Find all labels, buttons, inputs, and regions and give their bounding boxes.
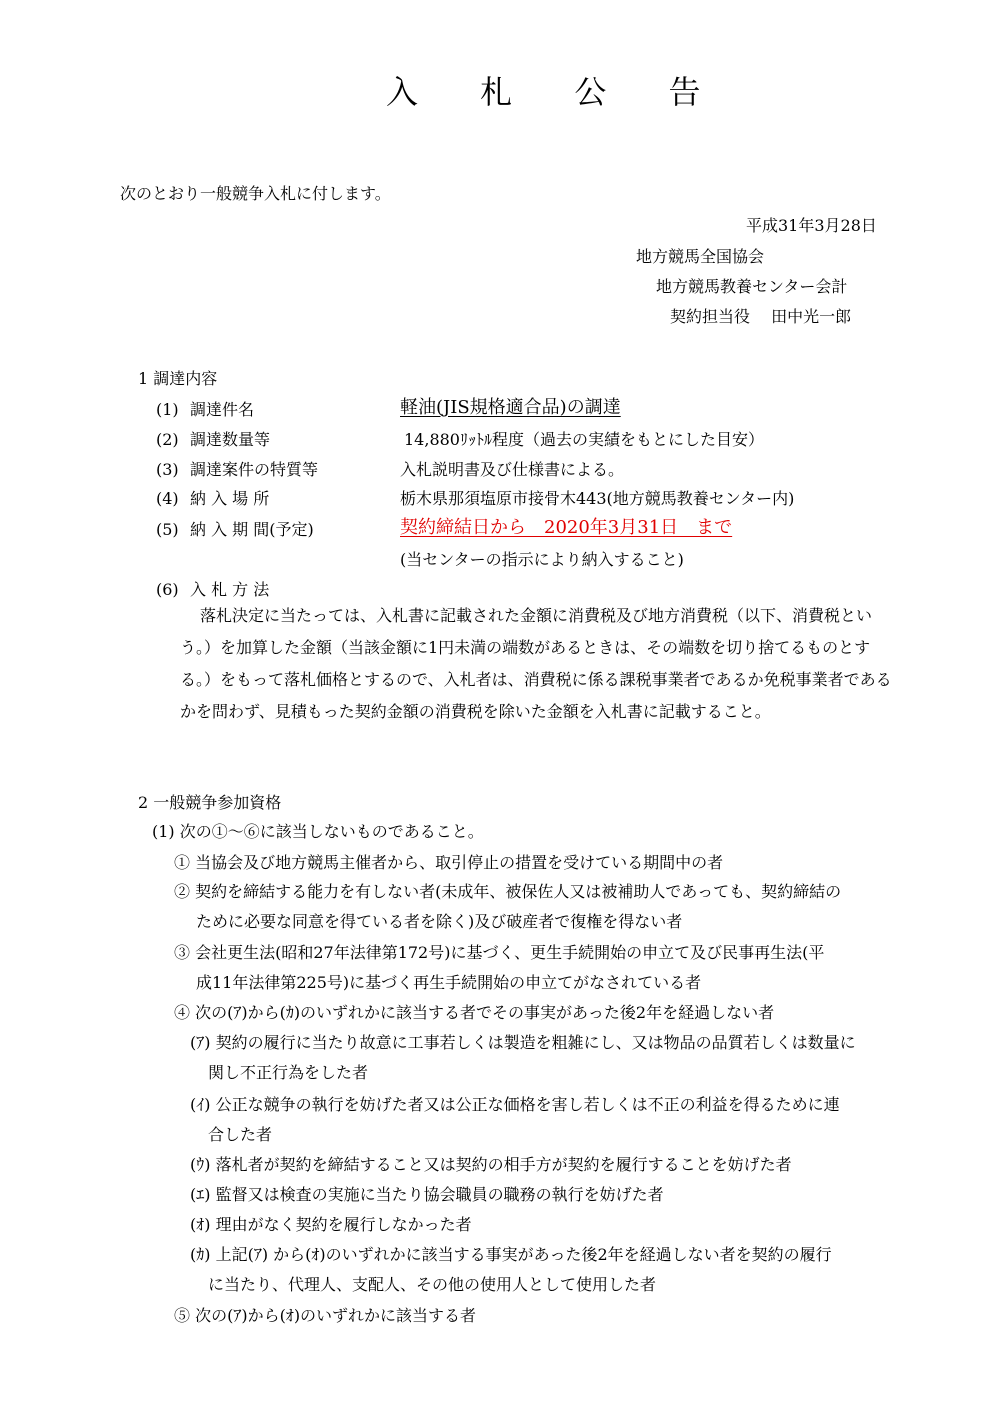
qual-line: (ｵ) 理由がなく契約を履行しなかった者	[190, 1215, 472, 1234]
item4-label: 納 入 場 所	[190, 489, 270, 508]
item3-value: 入札説明書及び仕様書による。	[400, 460, 625, 479]
qual-line: (ｲ) 公正な競争の執行を妨げた者又は公正な価格を害し若しくは不正の利益を得るために連	[190, 1095, 840, 1114]
intro-text: 次のとおり一般競争入札に付します。	[120, 184, 391, 203]
item2-label: 調達数量等	[190, 430, 271, 449]
item1-label: 調達件名	[190, 400, 255, 419]
item2-num: (2)	[156, 430, 179, 449]
qual-line: 合した者	[208, 1125, 273, 1144]
org-name: 地方競馬全国協会	[636, 247, 765, 266]
qual-line: 成11年法律第225号)に基づく再生手続開始の申立てがなされている者	[196, 973, 702, 992]
item4-value: 栃木県那須塩原市接骨木443(地方競馬教養センター内)	[400, 489, 795, 508]
qual-line: に当たり、代理人、支配人、その他の使用人として使用した者	[208, 1275, 657, 1294]
item1-value: 軽油(JIS規格適合品)の調達	[400, 397, 621, 418]
item5-label: 納 入 期 間(予定)	[190, 520, 314, 539]
item6-label: 入 札 方 法	[190, 580, 270, 599]
qual-line: ③ 会社更生法(昭和27年法律第172号)に基づく、更生手続開始の申立て及び民事再生法(平	[174, 943, 825, 962]
item6-paragraph: 落札決定に当たっては、入札書に記載された金額に消費税及び地方消費税（以下、消費税という。）を加算した金額（当該金額に1円未満の端数があるときは、その端数を切り捨てるものとする。）をもって落札価格とするので、入札者は、消費税に係る課税事業者であるか免税事業者であるかを問わず、見積もった契約金額の消費税を除いた金額を入札書に記載すること。	[180, 606, 892, 721]
qual-line: (ｶ) 上記(ｱ) から(ｵ)のいずれかに該当する事実があった後2年を経過しない者を契約の履行	[190, 1245, 832, 1264]
qual-line: ① 当協会及び地方競馬主催者から、取引停止の措置を受けている期間中の者	[174, 853, 724, 872]
qual-line: 関し不正行為をした者	[208, 1063, 369, 1082]
item5-num: (5)	[156, 520, 179, 539]
page-title: 入 札 公 告	[386, 73, 727, 111]
item6-num: (6)	[156, 580, 179, 599]
qual-line: ⑤ 次の(ｱ)から(ｵ)のいずれかに該当する者	[174, 1306, 477, 1325]
qual-line: (ｳ) 落札者が契約を締結すること又は契約の相手方が契約を履行することを妨げた者	[190, 1155, 792, 1174]
qual-line: ④ 次の(ｱ)から(ｶ)のいずれかに該当する者でその事実があった後2年を経過しない者	[174, 1003, 775, 1022]
qual-line: ために必要な同意を得ている者を除く)及び破産者で復権を得ない者	[196, 912, 683, 931]
item2-value: 14,880ﾘｯﾄﾙ程度（過去の実績をもとにした目安）	[404, 430, 764, 449]
qual-line: (ｴ) 監督又は検査の実施に当たり協会職員の職務の執行を妨げた者	[190, 1185, 664, 1204]
item5-note: (当センターの指示により納入すること)	[400, 550, 684, 569]
item5-value: 契約締結日から 2020年3月31日 まで	[400, 517, 733, 538]
section2-heading: 2 一般競争参加資格	[138, 793, 282, 812]
item1-num: (1)	[156, 400, 179, 419]
item3-label: 調達案件の特質等	[190, 460, 319, 479]
qual-line: ② 契約を締結する能力を有しない者(未成年、被保佐人又は被補助人であっても、契約締結の	[174, 882, 842, 901]
announcement-date: 平成31年3月28日	[746, 216, 877, 235]
item3-num: (3)	[156, 460, 179, 479]
section2-sub1: (1) 次の①～⑥に該当しないものであること。	[152, 822, 484, 841]
qual-line: (ｱ) 契約の履行に当たり故意に工事若しくは製造を粗雑にし、又は物品の品質若しくは数量に	[190, 1033, 856, 1052]
item4-num: (4)	[156, 489, 179, 508]
org-officer: 契約担当役 田中光一郎	[670, 307, 852, 326]
org-dept: 地方競馬教養センター会計	[656, 277, 848, 296]
section1-heading: 1 調達内容	[138, 369, 218, 388]
